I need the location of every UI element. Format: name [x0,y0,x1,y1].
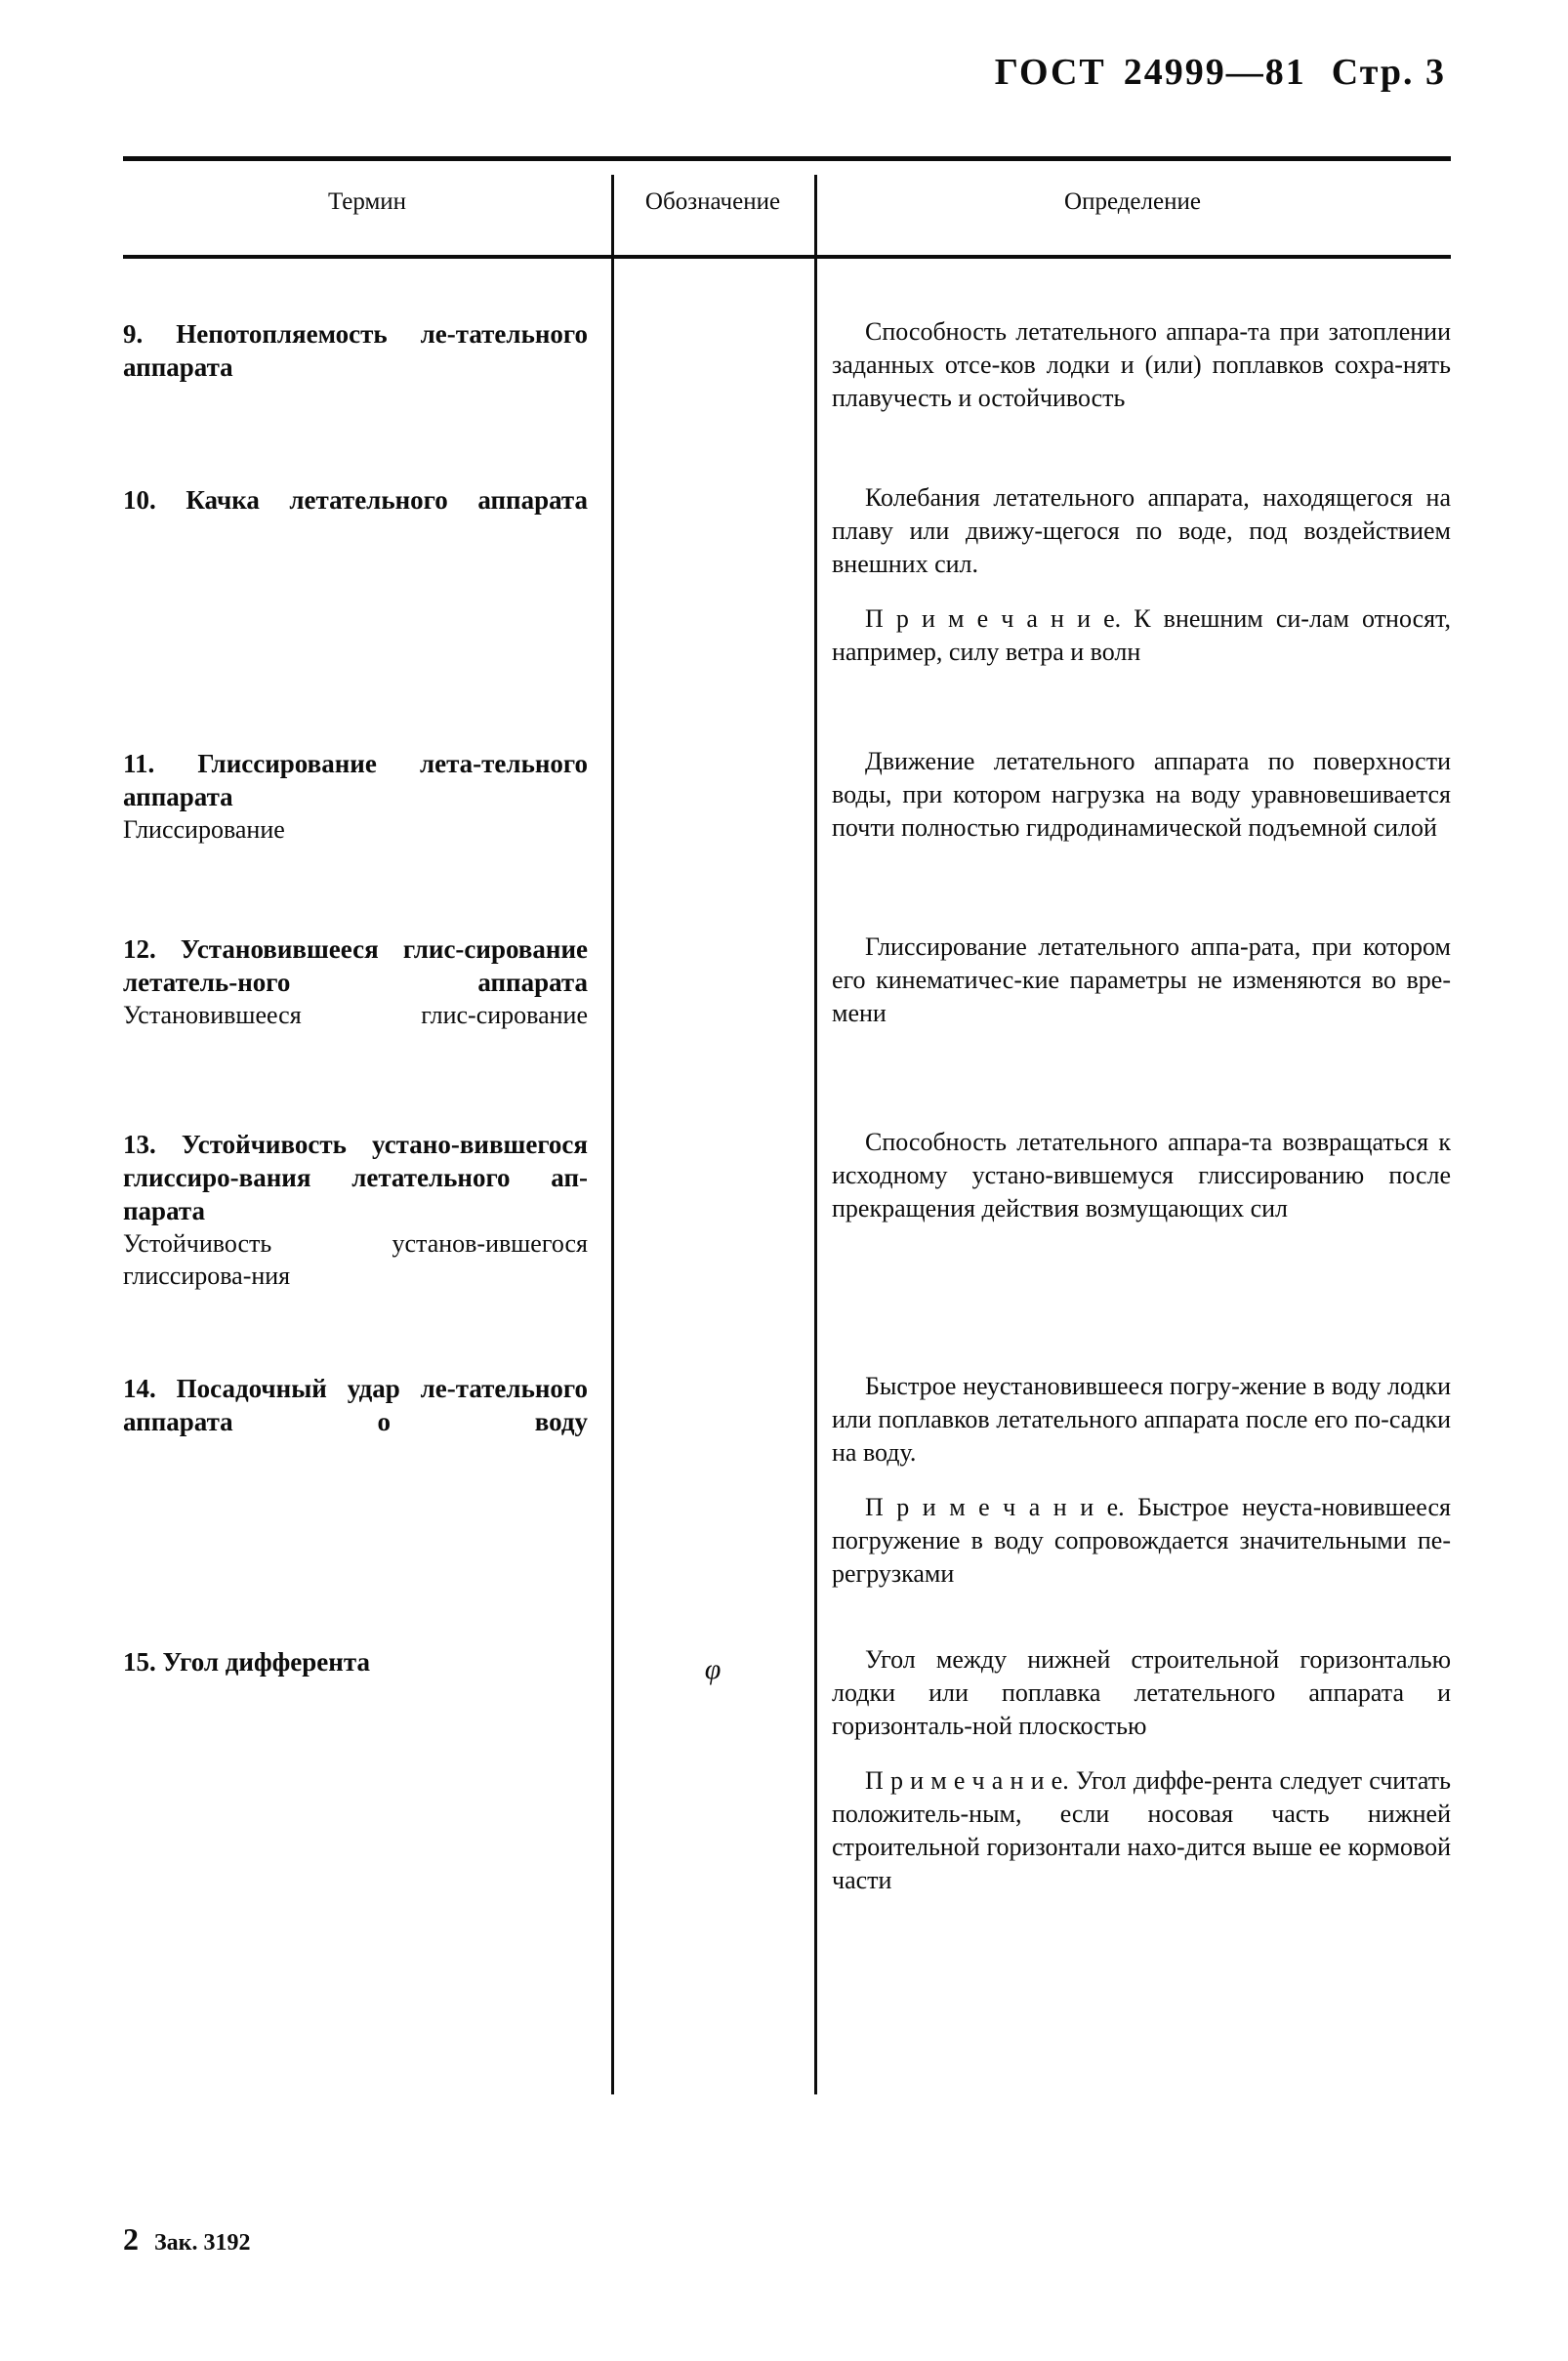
row-term [123,1645,601,1678]
definition-paragraph: Способность летательного аппара-та при затоплении заданных отсе-ков лодки и (или) поплавков сохра-нять плавучесть и остойчивость [832,317,1451,412]
row-definition [832,1126,1451,1225]
page-footer [123,2221,251,2257]
row-definition [832,1370,1451,1591]
term-main: 13. Устойчивость устано-вившегося глиссиро-вания летательного ап-парата [123,1130,588,1225]
column-header-term: Термин [327,188,407,215]
row-term [123,1372,601,1438]
row-definition [832,1643,1451,1897]
row-definition [832,315,1451,415]
definition-paragraph: Угол между нижней строительной горизонталью лодки или поплавка летательного аппарата и горизонталь-ной плоскостью [832,1645,1451,1740]
body-vline-2 [814,259,817,2094]
row-term [123,1128,601,1292]
term-synonym: Глиссирование [123,815,285,844]
designation-symbol: φ [704,1653,722,1685]
definition-paragraph: Колебания летательного аппарата, находящегося на плаву или движу-щегося по воде, под воздействием внешних сил. [832,483,1451,578]
row-definition [832,745,1451,845]
term-synonym: Установившееся глис-сирование [123,1001,588,1029]
term-main: 12. Установившееся глис-сирование летатель-ного аппарата [123,934,588,997]
row-term [123,932,601,1031]
body-vline-1 [611,259,614,2094]
row-term [123,317,601,384]
page-label: Стр. [1331,52,1415,93]
table-header-row [123,161,1451,255]
term-synonym: Устойчивость установ-ившегося глиссирова-ния [123,1229,588,1290]
terms-table [123,156,1451,2085]
table-body [123,259,1451,2085]
row-definition [832,931,1451,1030]
term-main: 10. Качка летательного аппарата [123,485,588,515]
column-header-designation: Обозначение [644,188,781,215]
definition-paragraph: Глиссирование летательного аппа-рата, при котором его кинематичес-кие параметры не изменяются во вре-мени [832,932,1451,1027]
standard-number: 24999—81 [1123,52,1306,93]
standard-label: ГОСТ [994,52,1106,93]
row-designation [611,1653,814,1686]
row-term [123,747,601,846]
footer-order-number: Зак. 3192 [154,2230,251,2256]
definition-paragraph: Способность летательного аппара-та возвращаться к исходному устано-вившемуся глиссированию после прекращения действия возмущающих сил [832,1128,1451,1222]
definition-note: П р и м е ч а н и е. К внешним си-лам относят, например, силу ветра и волн [832,604,1451,666]
page-header [0,51,1568,94]
definition-note: П р и м е ч а н и е. Быстрое неуста-новившееся погружение в воду сопровождается значительными пе-регрузками [832,1493,1451,1588]
term-main: 9. Непотопляемость ле-тательного аппарата [123,319,588,382]
definition-note: П р и м е ч а н и е. Угол диффе-рента следует считать положитель-ным, если носовая часть нижней строительной горизонтали нахо-дится выше ее кормовой части [832,1766,1451,1894]
row-term [123,483,601,517]
column-header-definition: Определение [1064,188,1201,215]
page-number: 3 [1425,52,1446,93]
footer-page-number: 2 [123,2221,139,2257]
header-vline-1 [611,175,614,255]
term-main: 11. Глиссирование лета-тельного аппарата [123,749,588,811]
row-definition [832,481,1451,669]
term-main: 14. Посадочный удар ле-тательного аппарата о воду [123,1374,588,1436]
definition-paragraph: Движение летательного аппарата по поверхности воды, при котором нагрузка на воду уравновешивается почти полностью гидродинамической подъемной силой [832,747,1451,842]
term-main: 15. Угол дифферента [123,1647,370,1677]
definition-paragraph: Быстрое неустановившееся погру-жение в воду лодки или поплавков летательного аппарата после его по-садки на воду. [832,1372,1451,1467]
header-vline-2 [814,175,817,255]
